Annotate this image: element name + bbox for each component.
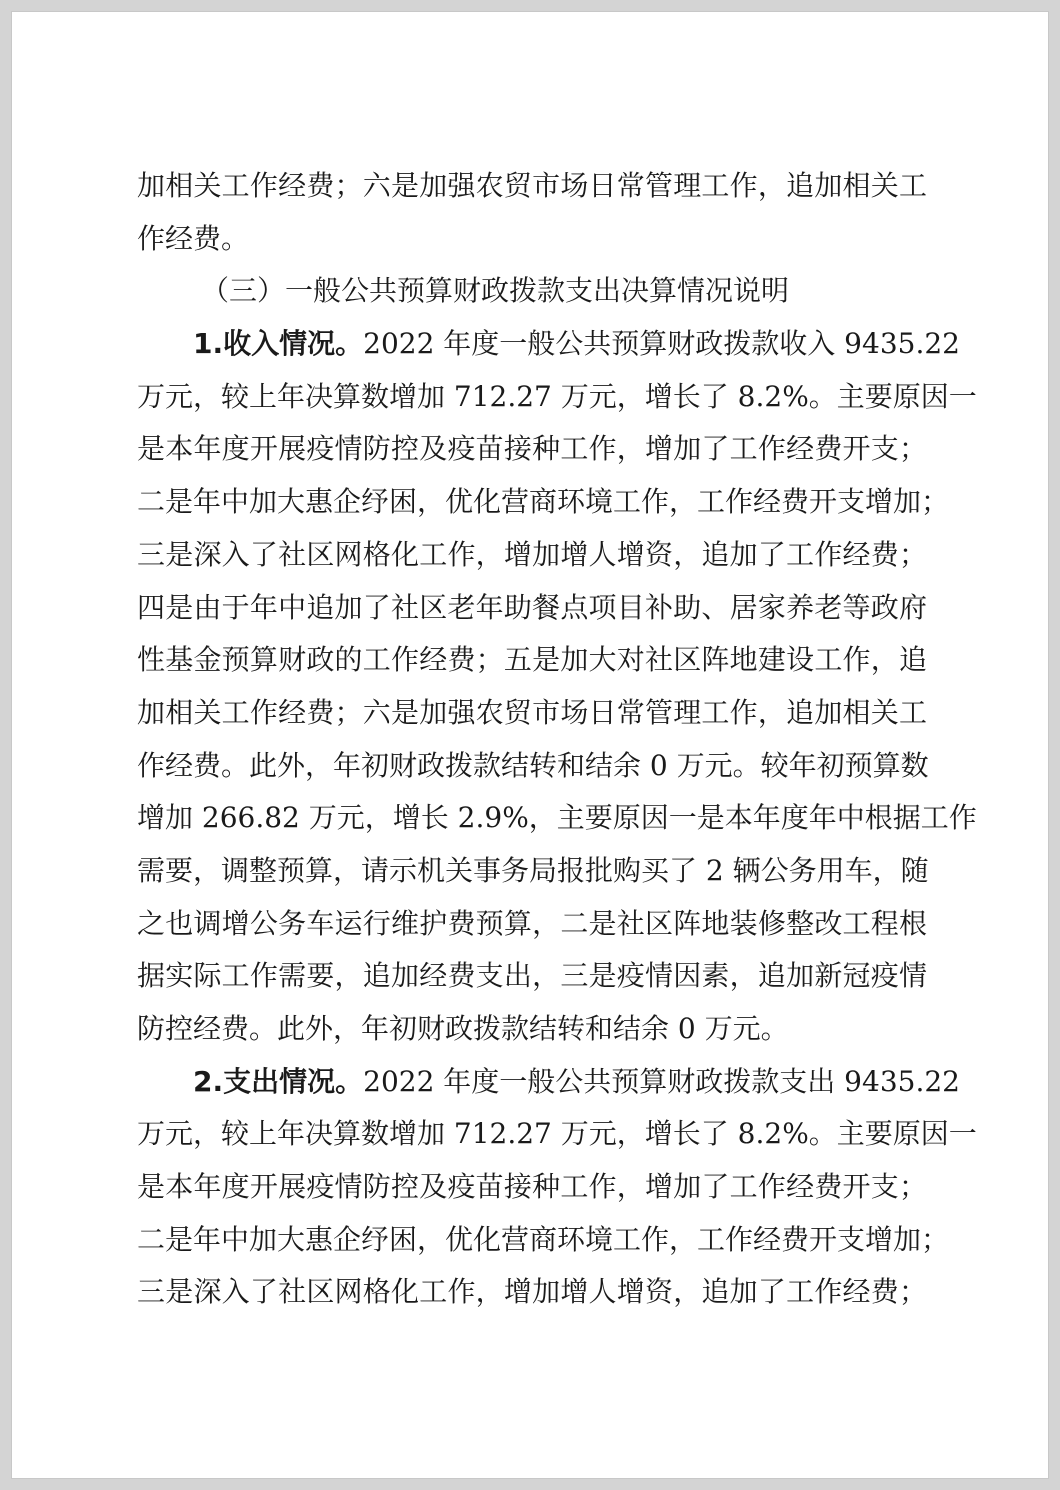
paragraph-lead: 1.收入情况。 bbox=[193, 327, 364, 361]
paragraph-line: 据实际工作需要，追加经费支出，三是疫情因素，追加新冠疫情 bbox=[137, 959, 927, 993]
paragraph-line: 作经费。 bbox=[137, 221, 250, 255]
paragraph-line: 三是深入了社区网格化工作，增加增人增资，追加了工作经费； bbox=[137, 537, 927, 571]
paragraph-line: 四是由于年中追加了社区老年助餐点项目补助、居家养老等政府 bbox=[137, 590, 927, 624]
paragraph-line: 万元，较上年决算数增加 712.27 万元，增长了 8.2%。主要原因一 bbox=[137, 1117, 977, 1151]
paragraph-line: 是本年度开展疫情防控及疫苗接种工作，增加了工作经费开支； bbox=[137, 1170, 927, 1204]
document-page bbox=[11, 11, 1049, 1479]
paragraph-line: 是本年度开展疫情防控及疫苗接种工作，增加了工作经费开支； bbox=[137, 432, 927, 466]
paragraph-line: 万元，较上年决算数增加 712.27 万元，增长了 8.2%。主要原因一 bbox=[137, 379, 977, 413]
paragraph-line: 加相关工作经费；六是加强农贸市场日常管理工作，追加相关工 bbox=[137, 169, 927, 202]
paragraph-line: 作经费。此外，年初财政拨款结转和结余 0 万元。较年初预算数 bbox=[137, 748, 929, 782]
paragraph-first-line bbox=[137, 1056, 960, 1109]
paragraph-line: 需要，调整预算，请示机关事务局报批购买了 2 辆公务用车，随 bbox=[137, 853, 929, 887]
paragraph-first-text: 2022 年度一般公共预算财政拨款收入 9435.22 bbox=[363, 327, 960, 361]
paragraph-line: 防控经费。此外，年初财政拨款结转和结余 0 万元。 bbox=[137, 1012, 789, 1045]
paragraph-line: 三是深入了社区网格化工作，增加增人增资，追加了工作经费； bbox=[137, 1275, 927, 1309]
paragraph-first-line bbox=[137, 318, 960, 371]
paragraph-line: 加相关工作经费；六是加强农贸市场日常管理工作，追加相关工 bbox=[137, 695, 927, 729]
paragraph-lead: 2.支出情况。 bbox=[193, 1064, 364, 1098]
paragraph-line: 性基金预算财政的工作经费；五是加大对社区阵地建设工作，追 bbox=[137, 643, 927, 677]
paragraph-line: 增加 266.82 万元，增长 2.9%，主要原因一是本年度年中根据工作 bbox=[137, 801, 977, 835]
paragraph-line: 二是年中加大惠企纾困，优化营商环境工作，工作经费开支增加； bbox=[137, 1222, 950, 1256]
document-body bbox=[137, 160, 977, 1319]
paragraph-first-text: 2022 年度一般公共预算财政拨款支出 9435.22 bbox=[363, 1064, 960, 1098]
paragraph-line: 之也调增公务车运行维护费预算，二是社区阵地装修整改工程根 bbox=[137, 906, 927, 940]
section-heading: （三）一般公共预算财政拨款支出决算情况说明 bbox=[201, 274, 790, 308]
paragraph-line: 二是年中加大惠企纾困，优化营商环境工作，工作经费开支增加； bbox=[137, 485, 950, 519]
